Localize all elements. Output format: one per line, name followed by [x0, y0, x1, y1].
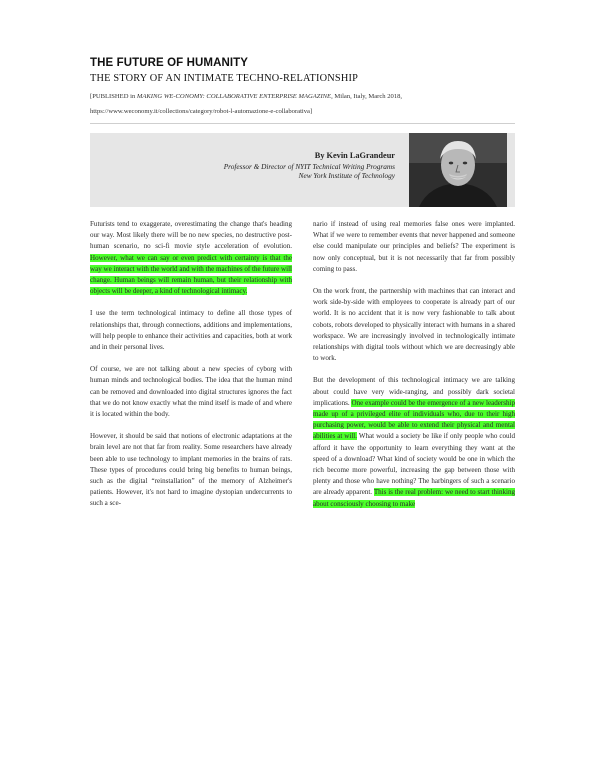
paragraph-text: Of course, we are not talking about a new species of cyborg with human minds and technological bodies. The idea that the human mind can be removed and downloaded into digital structures ignores the fact that we do not know exactly what the mind itself is made of and where it is located within the body.: [90, 365, 292, 419]
highlighted-text: However, what we can say or even predict with certainty is that the way we interact with the world and with the machines of the future will change. Human beings will remain human, but their relationship with objects will be deeper, a kind of technological intimacy.: [90, 253, 292, 296]
paragraph: [313, 375, 515, 509]
paragraph: [90, 431, 292, 509]
author-photo: [409, 133, 507, 207]
paragraph-text: On the work front, the partnership with machines that can interact and work side-by-side with employees to cooperate is already part of our world. It is no accident that it is now very fashionable to talk about cobots, robots developed to physically interact with humans in a shared workspace. We are increasingly involved in technologically intimate relationships with digital tools without which we are decreasingly able to work.: [313, 287, 515, 363]
highlighted-text: One example could be the emergence of a new leadership made up of a privileged elite of individuals who, due to their high purchasing power, would be able to extend their physical and mental abilities at will.: [313, 398, 515, 441]
author-name: By Kevin LaGrandeur: [314, 151, 395, 160]
paragraph-text: nario if instead of using real memories false ones were implanted. What if we were to remember events that never happened and someone else could manipulate our principles and beliefs? The experiment is now only conceptual, but it is not necessarily that far from possibly coming to pass.: [313, 220, 515, 273]
paragraph: [313, 219, 515, 275]
paragraph: [90, 308, 292, 353]
author-institution: New York Institute of Technology: [298, 171, 395, 180]
publication-magazine: MAKING WE-CONOMY: COLLABORATIVE ENTERPRISE MAGAZINE,: [136, 93, 333, 100]
author-role: Professor & Director of NYIT Technical Writing Programs: [223, 161, 395, 171]
publication-suffix: Milan, Italy, March 2018, https://www.weconomy.it/collections/category/robot-l-automazione-e-collaborativa]: [90, 93, 403, 115]
paragraph-text: However, it should be said that notions of electronic adaptations at the brain level are not that far from reality. Some researchers have already been able to use technology to implant memories in the brains of rats. These types of procedures could bring big benefits to human beings, such as the digital “reinstallation” of the memory of Alzheimer's patients. However, it's not hard to imagine dystopian undercurrents to such a sce-: [90, 432, 292, 508]
article-title: THE FUTURE OF HUMANITY: [90, 57, 249, 69]
paragraph-text: I use the term technological intimacy to define all those types of relationships that, through connections, additions and implementations, will help people to enhance their activities and capacities, both at work and in their personal lives.: [90, 309, 292, 352]
highlighted-text: This is the real problem: we need to start thinking about consciously choosing to make: [313, 488, 515, 508]
author-banner: [90, 133, 515, 207]
left-column: [90, 219, 292, 521]
header-divider: [90, 123, 515, 124]
paragraph-text: Futurists tend to exaggerate, overestimating the change that's heading our way. Most likely there will be no new species, no destructive post-human scenario, no sci-fi movie style acceleration of evolution.: [90, 220, 292, 251]
paragraph-text: What would a society be like if only people who could afford it have the opportunity to learn everything they want at the speed of a download? What kind of society would be one in which the rich become more powerful, increasing the gap between those with plenty and those who have nothing? The harbingers of such a scenario are already apparent.: [313, 432, 515, 497]
article-subtitle: THE STORY OF AN INTIMATE TECHNO-RELATIONSHIP: [90, 73, 359, 84]
paragraph: [90, 219, 292, 297]
right-column: [313, 219, 515, 521]
paragraph: [90, 364, 292, 420]
publication-note: [90, 89, 520, 119]
paragraph-text: But the development of this technological intimacy we are talking about could have very wide-ranging, and possibly dark societal implications.: [313, 376, 515, 407]
paragraph: [313, 286, 515, 364]
byline: [224, 151, 395, 181]
author-portrait-icon: [409, 133, 507, 207]
publication-prefix: [PUBLISHED in: [90, 93, 137, 100]
